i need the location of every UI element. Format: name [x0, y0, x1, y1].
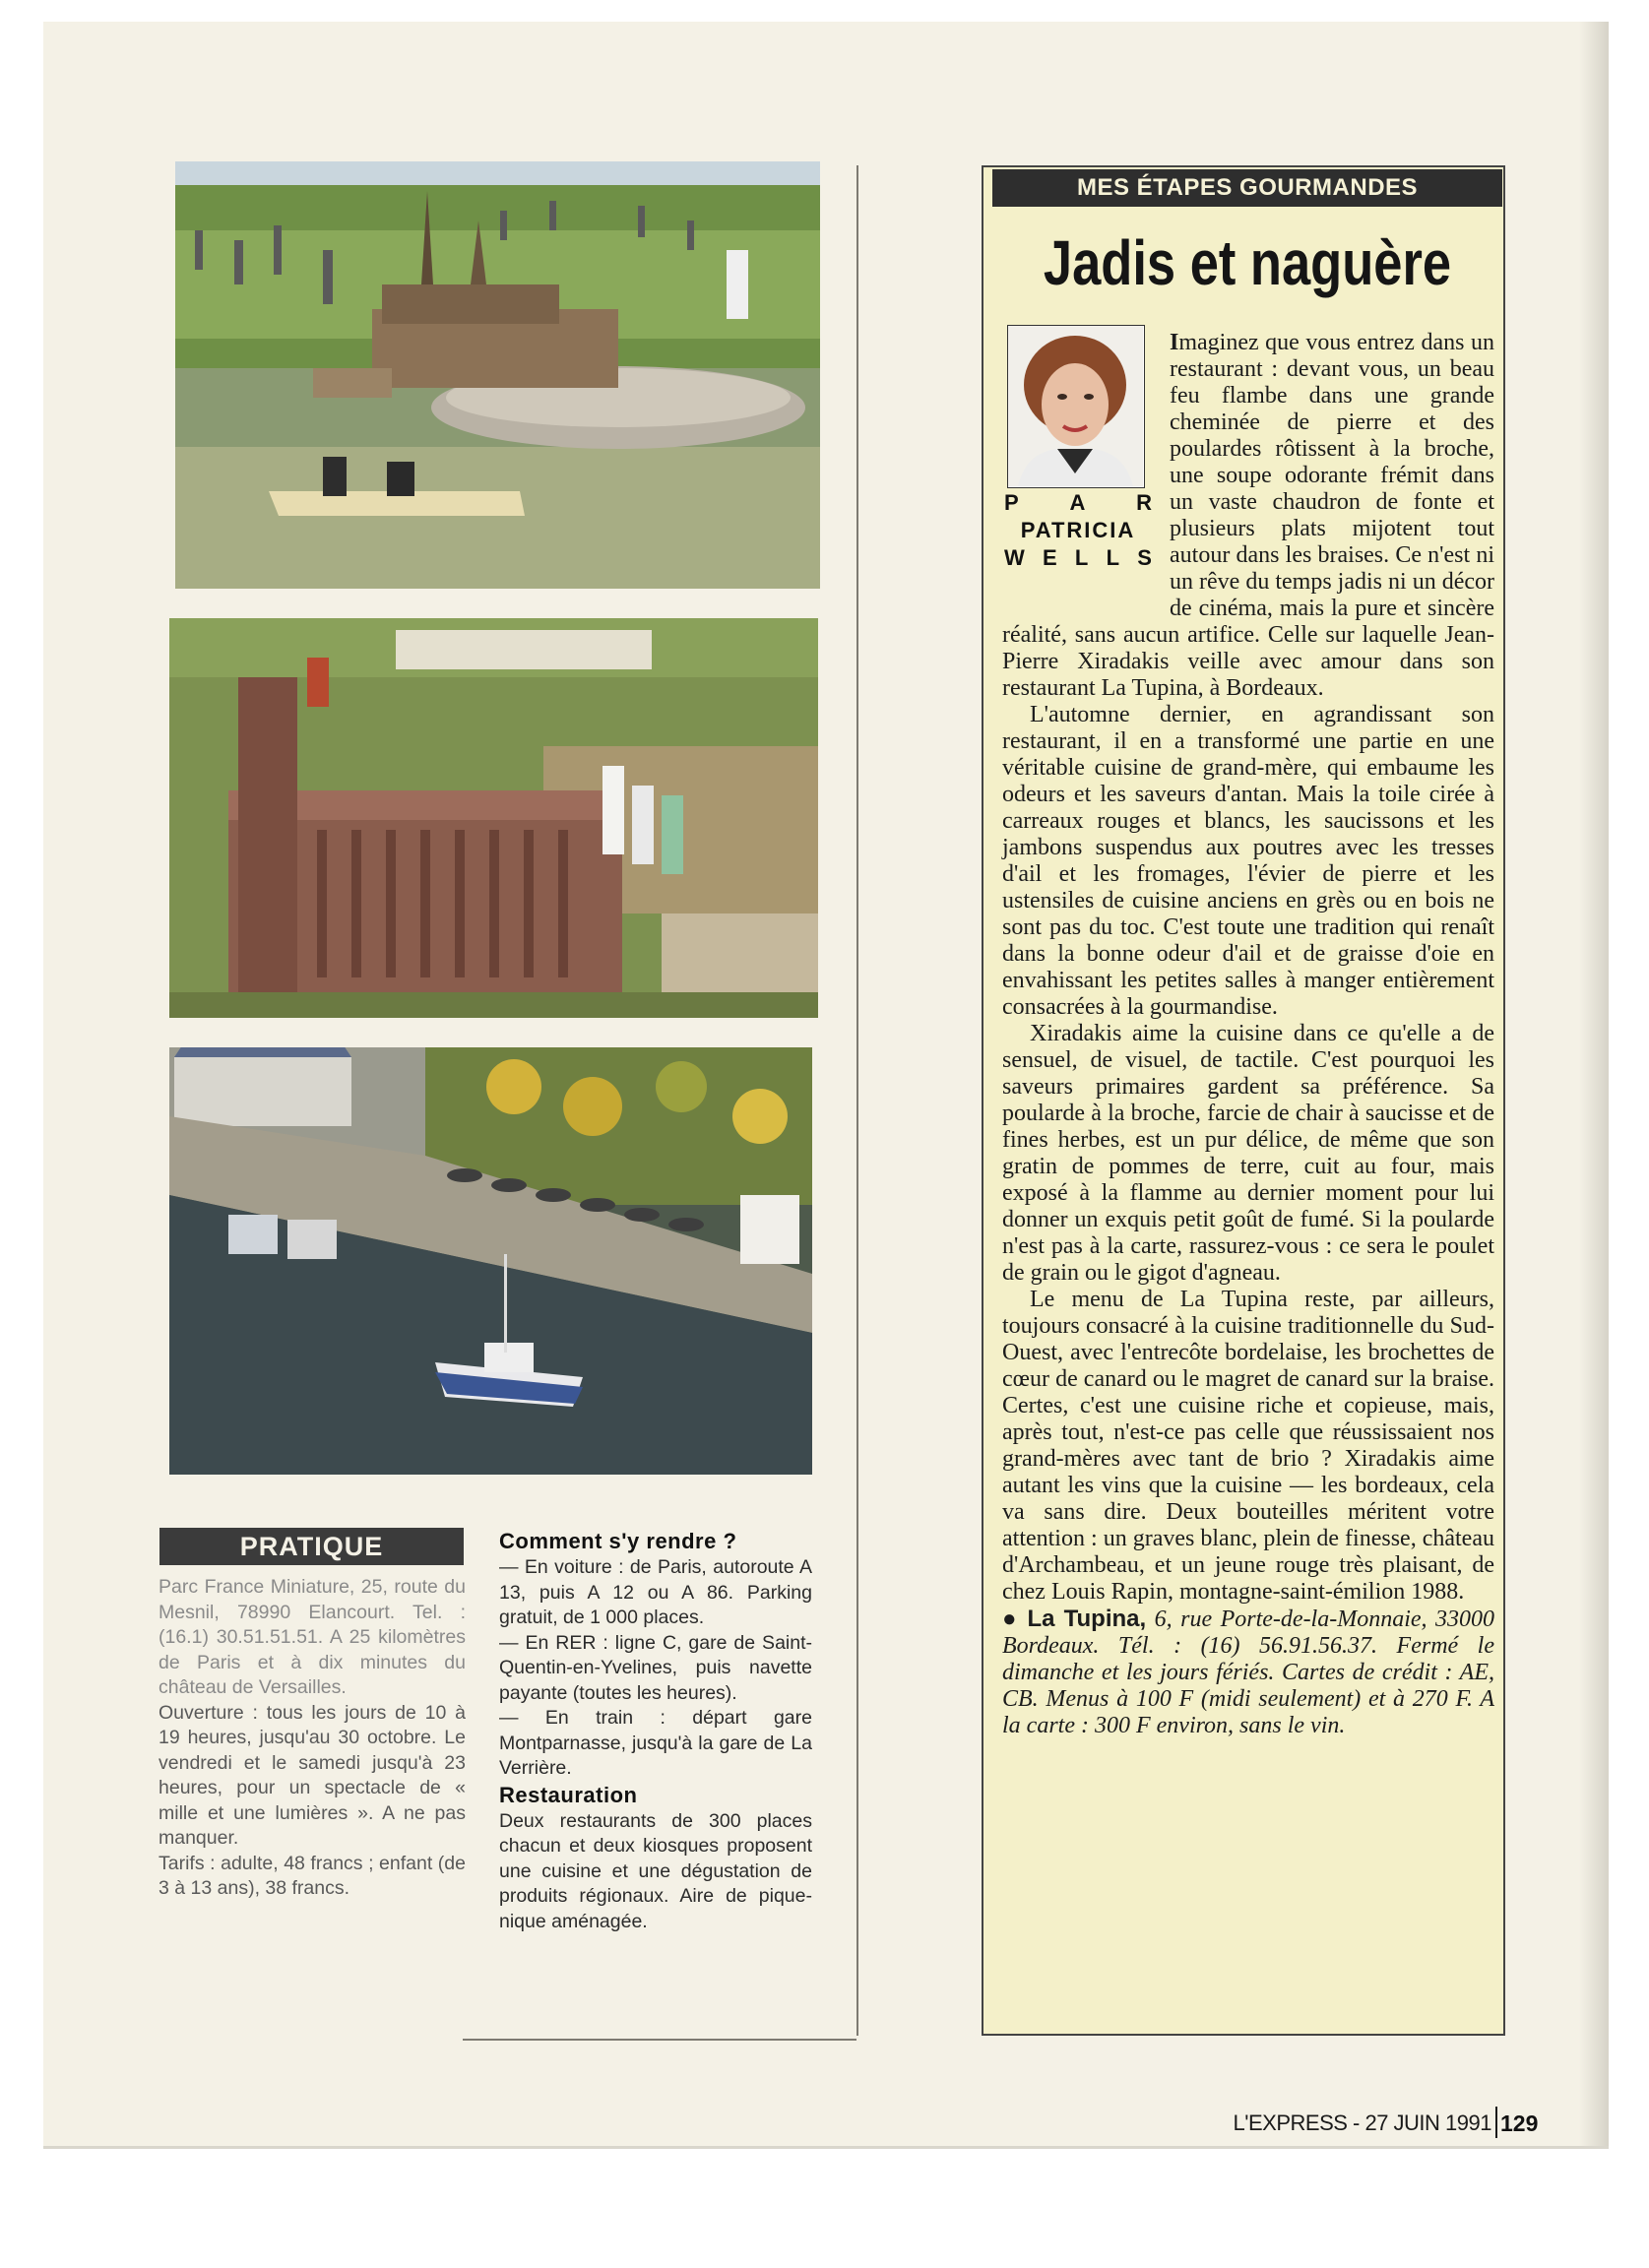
photo-miniature-cathedral-island [175, 161, 820, 589]
pratique-ouverture: Ouverture : tous les jours de 10 à 19 heures, jusqu'au 30 octobre. Le vendredi et le samedi jusqu'à 23 heures, pour un spectacle de « mille et une lumières ». A ne pas manquer. [159, 1701, 466, 1849]
column-rule-left [856, 165, 858, 2036]
getting-there-car: — En voiture : de Paris, autoroute A 13, puis A 12 ou A 86. Parking gratuit, de 1 000 places. [499, 1556, 812, 1628]
article-paragraph: Le menu de La Tupina reste, par ailleurs, toujours consacré à la cuisine traditionnelle du Sud-Ouest, avec l'entrecôte bordelaise, les brochettes de cœur de canard ou le magret de canard sur la braise. Certes, c'est une cuisine riche et copieuse, mais, après tout, n'est-ce pas celle que réussissaient nos grand-mères avec tant de brio ? Xiradakis aime autant les vins que la cuisine — les bordeaux, cela va sans dire. Deux bouteilles méritent votre attention : un graves blanc, plein de finesse, château d'Archambeau, et un jeune rouge très plaisant, de chez Louis Rapin, montagne-saint-émilion 1988. [1002, 1287, 1494, 1605]
photo-miniature-harbour [169, 1047, 812, 1475]
restaurant-name: La Tupina, [1027, 1606, 1147, 1632]
footer-rule [1495, 2107, 1497, 2138]
photo-brick-cathedral-model [169, 618, 818, 1018]
restauration-heading: Restauration [499, 1782, 638, 1807]
restaurant-details: 6, rue Porte-de-la-Monnaie, 33000 Bordeaux. Tél. : (16) 56.91.56.37. Fermé le dimanche et les jours fériés. Cartes de crédit : AE, CB. Menus à 100 F (midi seulement) et à 270 F. A la carte : 300 F environ, sans le vin. [1002, 1606, 1495, 1738]
pratique-tarifs: Tarifs : adulte, 48 francs ; enfant (de 3 à 13 ans), 38 francs. [159, 1852, 466, 1899]
page-number: 129 [1500, 2110, 1539, 2136]
publication-footer: L'EXPRESS - 27 JUIN 1991 [1233, 2110, 1491, 2135]
info-bottom-rule [463, 2039, 856, 2041]
restaurant-address [1002, 1606, 1494, 1739]
byline-surname: W E L L S [1004, 545, 1152, 570]
restauration-text: Deux restaurants de 300 places chacun et deux kiosques proposent une cuisine et une dégustation de produits régionaux. Aire de pique-nique aménagée. [499, 1809, 812, 1932]
show-through-header [98, 59, 1516, 143]
article-paragraph: L'automne dernier, en agrandissant son restaurant, il en a transformé une partie en une véritable cuisine de grand-mère, qui embaume les odeurs et les saveurs d'antan. Mais la toile cirée à carreaux rouges et blancs, les saucissons et les jambons suspendus aux poutres avec les tresses d'ail et les fromages, l'évier de pierre et les ustensiles de cuisine anciens en grès ou en bois ne sont pas du toc. C'est toute une tradition qui renaît dans la bonne odeur d'ail et de graisse d'oie en envahissant les petites salles à manger entièrement consacrées à la gourmandise. [1002, 702, 1494, 1020]
page-bottom-edge [43, 2146, 1609, 2149]
article-paragraph: Xiradakis aime la cuisine dans ce qu'elle a de sensuel, de visuel, de tactile. C'est pourquoi les saveurs primaires gardent sa préférence. Sa poularde à la broche, farcie de chair à saucisse et de fines herbes, est un pur délice, de même que son gratin de pommes de terre, cuit au four, mais exposé à la flamme au dernier moment pour lui donner un exquis petit goût de fumé. Si la poularde n'est pas à la carte, rassurez-vous : ce sera le poulet de grain ou le gigot d'agneau. [1002, 1021, 1494, 1286]
article-paragraph: Imaginez que vous entrez dans un restaurant : devant vous, un beau feu flambe dans une grande cheminée de pierre et des poulardes rôtissent à la broche, une soupe odorante frémit dans un vaste chaudron de fonte et plusieurs plats mijotent tout autour dans les braises. Ce n'est ni un rêve du temps jadis ni un décor de cinéma, mais la pure et sincère réalité, sans aucun artifice. Celle sur laquelle Jean-Pierre Xiradakis veille avec amour dans son restaurant La Tupina, à Bordeaux. [1002, 330, 1494, 701]
getting-there-column [499, 1528, 812, 2040]
getting-there-rer: — En RER : ligne C, gare de Saint-Quentin-en-Yvelines, puis navette payante (toutes les heures). [499, 1631, 812, 1704]
article-body [1002, 330, 1494, 2033]
pratique-heading: PRATIQUE [159, 1528, 464, 1565]
page-edge-shadow [1579, 22, 1609, 2146]
byline-par: P A R [1004, 490, 1152, 515]
pratique-text [159, 1575, 466, 2038]
pratique-address: Parc France Miniature, 25, route du Mesnil, 78990 Elancourt. Tel. : (16.1) 30.51.51.51. A 25 kilomètres de Paris et à dix minutes du château de Versailles. [159, 1576, 466, 1698]
article-title: Jadis et naguère [1043, 227, 1452, 298]
article-kicker: MES ÉTAPES GOURMANDES [992, 169, 1502, 207]
byline-firstname: PATRICIA [1020, 518, 1136, 542]
black-circle-bullet-icon: ● [1002, 1606, 1028, 1632]
getting-there-train: — En train : départ gare Montparnasse, jusqu'à la gare de La Verrière. [499, 1707, 812, 1779]
getting-there-heading: Comment s'y rendre ? [499, 1529, 737, 1553]
